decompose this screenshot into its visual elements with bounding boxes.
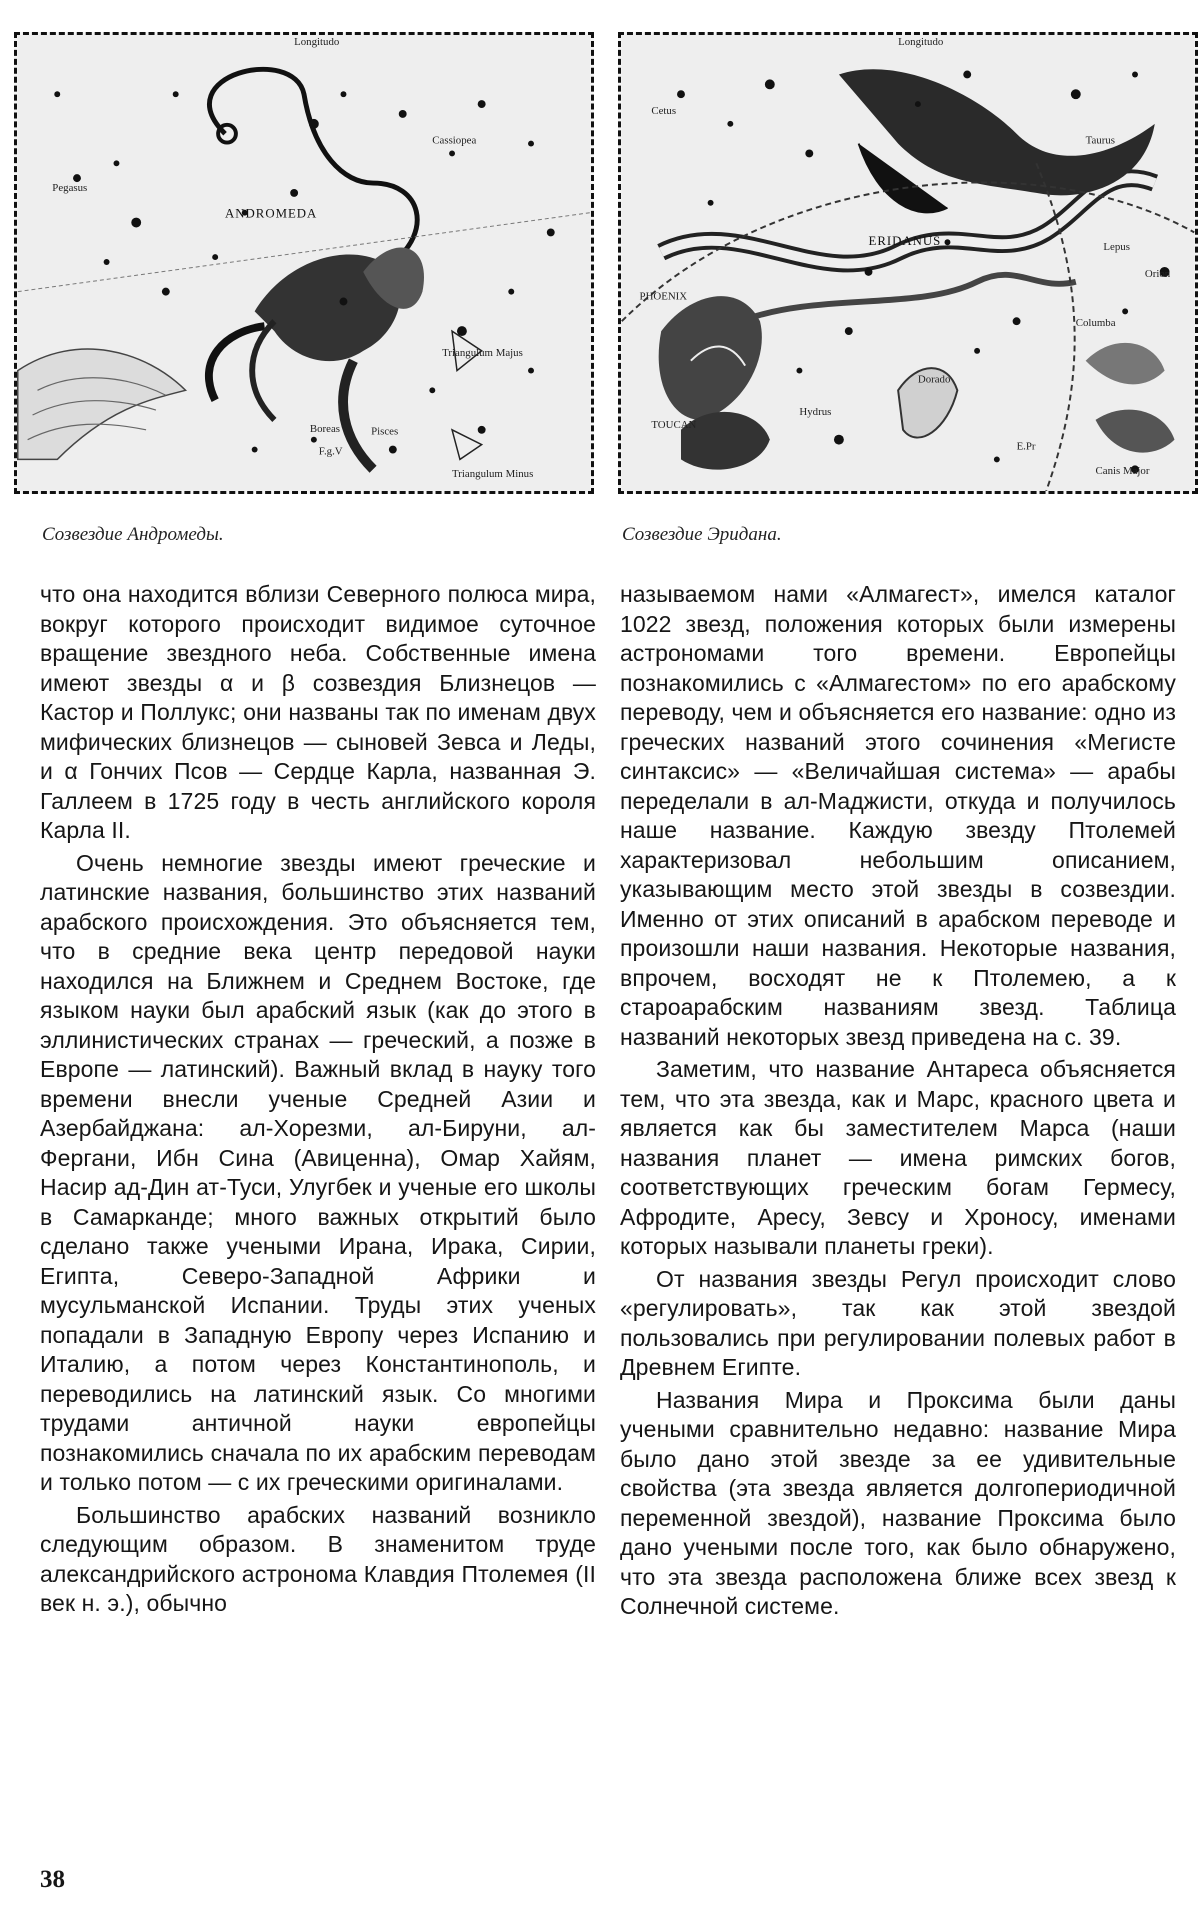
- paragraph: что она находится вблизи Северного полюса мира, вокруг которого происходит видимое суточное вращение звездного неба. Собственные имена имеют звезды α и β созвездия Близнецов — Кастор и Поллукс; они названы так по именам двух мифических близнецов — сыновей Зевса и Леды, и α Гончих Псов — Сердце Карла, названная Э. Галлеем в 1725 году в честь английского короля Карла II.: [40, 581, 596, 843]
- figure-caption-eridanus: Созвездие Эридана.: [622, 524, 782, 545]
- triangulum-minus-label: Triangulum Minus: [452, 468, 534, 481]
- monogram-label: E.Pr: [1016, 440, 1036, 453]
- chart-top-edge-label: Longitudo: [294, 35, 340, 48]
- paragraph: От названия звезды Регул происходит слово «регулировать», так как этой звездой пользовались при регулировании полевых работ в Древнем Египте.: [620, 1265, 1176, 1380]
- paragraph: Названия Мира и Проксима были даны учеными сравнительно недавно: название Мира было дано этой звезде за ее удивительные свойства (эта звезда является долгопериодичной переменной звездой), название Проксима было дано учеными после того, как было обнаружено, что эта звезда расположена ближе всех звезд к Солнечной системе.: [620, 1386, 1176, 1619]
- pisces-label: Pisces: [371, 425, 399, 438]
- boreas-label: Boreas: [309, 422, 341, 435]
- toucan-label: TOUCAN: [651, 418, 697, 431]
- andromeda-star-chart: [14, 32, 594, 494]
- paragraph: Большинство арабских названий возникло следующим образом. В знаменитом труде александрийского астронома Клавдия Птолемея (II век н. э.), обычно: [40, 1501, 596, 1616]
- paragraph: называемом нами «Алмагест», имелся каталог 1022 звезд, положения которых были измерены астрономами того времени. Европейцы познакомились с «Алмагестом» по его арабскому переводу, чем и объясняется его название: одно из греческих названий этого сочинения «Мегисте синтаксис» — «Величайшая система» — арабы переделали в ал-Маджисти, откуда и получилось наше название. Каждую звезду Птолемей характеризовал небольшим описанием, указывающим место этой звезды в созвездии. Именно от этих описаний в арабском переводе и произошли наши названия. Некоторые названия, впрочем, восходят не к Птолемею, а к староарабским названиям звезд. Таблица названий некоторых звезд приведена на с. 39.: [620, 581, 1176, 1050]
- chart-top-edge-label: Longitudo: [898, 35, 944, 48]
- cetus-label: Cetus: [651, 104, 677, 117]
- columba-label: Columba: [1075, 317, 1116, 330]
- page-number: 38: [40, 1866, 65, 1893]
- orion-label: Orion: [1144, 267, 1171, 280]
- hydrus-label: Hydrus: [799, 405, 832, 418]
- text-column-right: [620, 580, 1176, 1622]
- canis-major-label: Canis Major: [1095, 465, 1150, 478]
- pegasus-label: Pegasus: [52, 181, 88, 194]
- lepus-label: Lepus: [1103, 241, 1130, 254]
- cassiopeia-label: Cassiopea: [432, 134, 477, 147]
- monogram-label: F.g.V: [318, 445, 343, 458]
- taurus-label: Taurus: [1085, 134, 1116, 147]
- eridanus-illustration: [621, 35, 1195, 491]
- eridanus-star-chart: [618, 32, 1198, 494]
- phoenix-label: PHOENIX: [639, 290, 688, 303]
- andromeda-label: ANDROMEDA: [225, 206, 318, 221]
- eridanus-label: ERIDANUS: [868, 234, 942, 249]
- figure-caption-andromeda: Созвездие Андромеды.: [42, 524, 224, 545]
- andromeda-illustration: [17, 35, 591, 491]
- paragraph: Очень немногие звезды имеют греческие и латинские названия, большинство этих названий арабского происхождения. Это объясняется тем, что в средние века центр передовой науки находился на Ближнем и Среднем Востоке, где языком науки был арабский язык (как до этого в эллинистических странах — греческий, а позже в Европе — латинский). Важный вклад в науку того времени внесли ученые Средней Азии и Азербайджана: ал-Хорезми, ал-Бируни, ал-Фергани, Ибн Сина (Авиценна), Омар Хайям, Насир ад-Дин ат-Туси, Улугбек и ученые его школы в Самарканде; много важных открытий было сделано также учеными Ирана, Ирака, Сирии, Египта, Северо-Западной Африки и мусульманской Испании. Труды этих ученых попадали в Западную Европу через Испанию и Италию, а потом через Константинополь, и переводились на латинский язык. Со многими трудами античной науки европейцы познакомились сначала по их арабским переводам и только потом — с их греческими оригиналами.: [40, 849, 596, 1495]
- paragraph: Заметим, что название Антареса объясняется тем, что эта звезда, как и Марс, красного цвета и является как бы заместителем Марса (наши названия планет — имена римских богов, соответствующих греческим богам Гермесу, Афродите, Аресу, Зевсу и Хроносу, именами которых называли планеты греки).: [620, 1056, 1176, 1259]
- dorado-label: Dorado: [917, 373, 951, 386]
- triangulum-majus-label: Triangulum Majus: [442, 346, 523, 359]
- text-column-left: [40, 580, 596, 1619]
